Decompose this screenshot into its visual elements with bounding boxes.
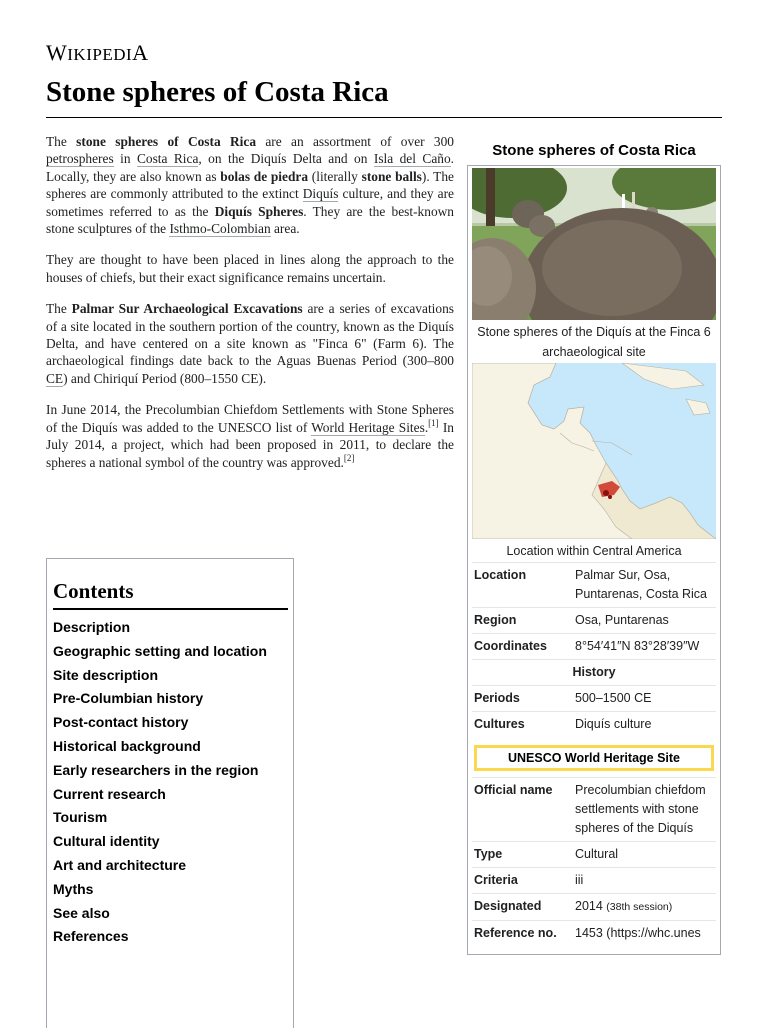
infobox-row-location (472, 562, 716, 607)
infobox-row-coordinates (472, 633, 716, 659)
reference-2[interactable]: [2] (343, 452, 355, 463)
designated-session: (38th session) (606, 901, 673, 913)
text: The (46, 134, 77, 149)
text: , on the Diquís Delta and on (198, 151, 374, 167)
row-value: Precolumbian chiefdom settlements with stone spheres of the Diquís (575, 783, 706, 835)
toc-item[interactable]: See also (53, 904, 110, 921)
toc-item[interactable]: Tourism (53, 809, 108, 826)
row-label: Official name (474, 783, 553, 797)
infobox-row-type (472, 841, 716, 867)
text: (literally (308, 168, 362, 184)
infobox-row-cultures (472, 711, 716, 737)
toc-item[interactable]: Myths (53, 880, 94, 897)
link-isla-del-cano[interactable]: Isla del Caño (373, 151, 451, 167)
toc-item[interactable]: Site description (53, 666, 159, 683)
photo-caption: Stone spheres of the Diquís at the Finca 6 archaeological site (477, 325, 711, 359)
paragraph-excavations (46, 300, 454, 387)
title-divider (46, 117, 722, 118)
stone-spheres-photo[interactable] (472, 168, 716, 320)
text: in (113, 151, 137, 167)
paragraph-significance: They are thought to have been placed in lines along the approach to the houses of chiefs, but their exact significance remains uncertain. (46, 252, 454, 285)
text: . (424, 419, 429, 435)
row-label: Coordinates (474, 639, 547, 653)
infobox-row-official-name (472, 777, 716, 841)
toc-title: Contents (53, 579, 288, 610)
toc-item[interactable]: Pre-Columbian history (53, 690, 204, 707)
toc-item[interactable]: Current research (53, 785, 166, 802)
link-isthmo-colombian[interactable]: Isthmo-Colombian (169, 221, 271, 237)
bold-term: Diquís Spheres (214, 203, 304, 219)
link-ce[interactable]: CE (46, 370, 64, 386)
row-value: Osa, Puntarenas (575, 613, 669, 627)
unesco-header: UNESCO World Heritage Site (474, 745, 714, 771)
row-value: 500–1500 CE (575, 691, 652, 705)
text: In June 2014, the Precolumbian Chiefdom Settlements with Stone Spheres of the Diquís was added to the UNESCO list of (46, 402, 454, 435)
row-value: Diquís culture (575, 717, 652, 731)
infobox-title: Stone spheres of Costa Rica (492, 142, 696, 159)
table-of-contents (46, 558, 294, 1028)
row-value (575, 897, 714, 917)
article-body (46, 133, 454, 485)
toc-item[interactable]: References (53, 928, 129, 945)
infobox-row-periods (472, 685, 716, 711)
row-label: Region (474, 613, 517, 627)
infobox (467, 137, 721, 955)
bold-term: bolas de piedra (220, 168, 309, 184)
row-value: Cultural (575, 847, 619, 861)
paragraph-intro (46, 133, 454, 237)
infobox-frame (467, 165, 721, 955)
toc-item[interactable]: Description (53, 619, 131, 635)
row-label: Periods (474, 691, 520, 705)
bold-term: stone spheres of Costa Rica (76, 134, 257, 149)
toc-item[interactable]: Geographic setting and location (53, 642, 267, 659)
link-diquis[interactable]: Diquís (302, 186, 339, 202)
link-petrospheres[interactable]: petrospheres (46, 151, 114, 167)
row-value: iii (575, 873, 584, 887)
text: ) and Chiriquí Period (800–1550 CE). (63, 370, 267, 386)
reference-1[interactable]: [1] (428, 417, 439, 428)
reference-link[interactable]: 1453 (https://whc.unes (575, 926, 701, 940)
row-value: Palmar Sur, Osa, Puntarenas, Costa Rica (575, 568, 708, 601)
toc-item[interactable]: Historical background (53, 737, 201, 754)
page-title: Stone spheres of Costa Rica (46, 76, 389, 108)
text: In July 2014, a project, which had been proposed in 2011, to declare the spheres a national symbol of the country was approved. (46, 419, 454, 470)
wordmark-middle: IKIPEDI (67, 45, 133, 64)
row-label: Criteria (474, 873, 518, 887)
text: are a series of excavations of a site located in the southern portion of the country, known as the Diquís Delta, and have centered on a site known as "Finca 6" (Farm 6). The archaeological findings date back to the Aguas Buenas Period (300–800 (46, 301, 454, 369)
toc-item[interactable]: Cultural identity (53, 833, 160, 850)
toc-item[interactable]: Post-contact history (53, 714, 189, 731)
text: culture, and they are sometimes referred to as the (46, 186, 454, 219)
text: ). The spheres are commonly attributed to the extinct (46, 168, 454, 202)
toc-item[interactable]: Early researchers in the region (53, 761, 259, 778)
row-label: Type (474, 847, 503, 861)
row-label: Location (474, 568, 527, 582)
history-header: History (472, 659, 716, 685)
link-costa-rica[interactable]: Costa Rica (136, 151, 199, 167)
row-label: Reference no. (474, 926, 557, 940)
coordinates-link[interactable]: 8°54′41″N 83°28′39″W (575, 639, 700, 653)
bold-term: Palmar Sur Archaeological Excavations (71, 301, 303, 317)
paragraph-unesco (46, 401, 454, 471)
row-label: Designated (474, 899, 542, 913)
text: The (46, 301, 72, 317)
text: area. (270, 221, 300, 237)
infobox-row-designated (472, 893, 716, 920)
infobox-row-criteria (472, 867, 716, 893)
text: . They are the best-known stone sculptures of the (46, 203, 454, 237)
toc-item[interactable]: Art and architecture (53, 856, 187, 873)
link-world-heritage-sites[interactable]: World Heritage Sites (311, 419, 425, 435)
bold-term: stone balls (361, 168, 422, 184)
text: are an assortment of over 300 (256, 134, 455, 149)
row-label: Cultures (474, 717, 525, 731)
central-america-map[interactable] (472, 363, 716, 539)
wordmark-final: A (132, 40, 149, 65)
wikipedia-wordmark[interactable] (46, 40, 149, 66)
wordmark-initial: W (46, 40, 68, 65)
infobox-row-region (472, 607, 716, 633)
map-caption: Location within Central America (506, 544, 682, 558)
infobox-row-reference (472, 920, 716, 946)
text: . Locally, they are also known as (46, 151, 455, 184)
designated-year: 2014 (575, 899, 603, 913)
